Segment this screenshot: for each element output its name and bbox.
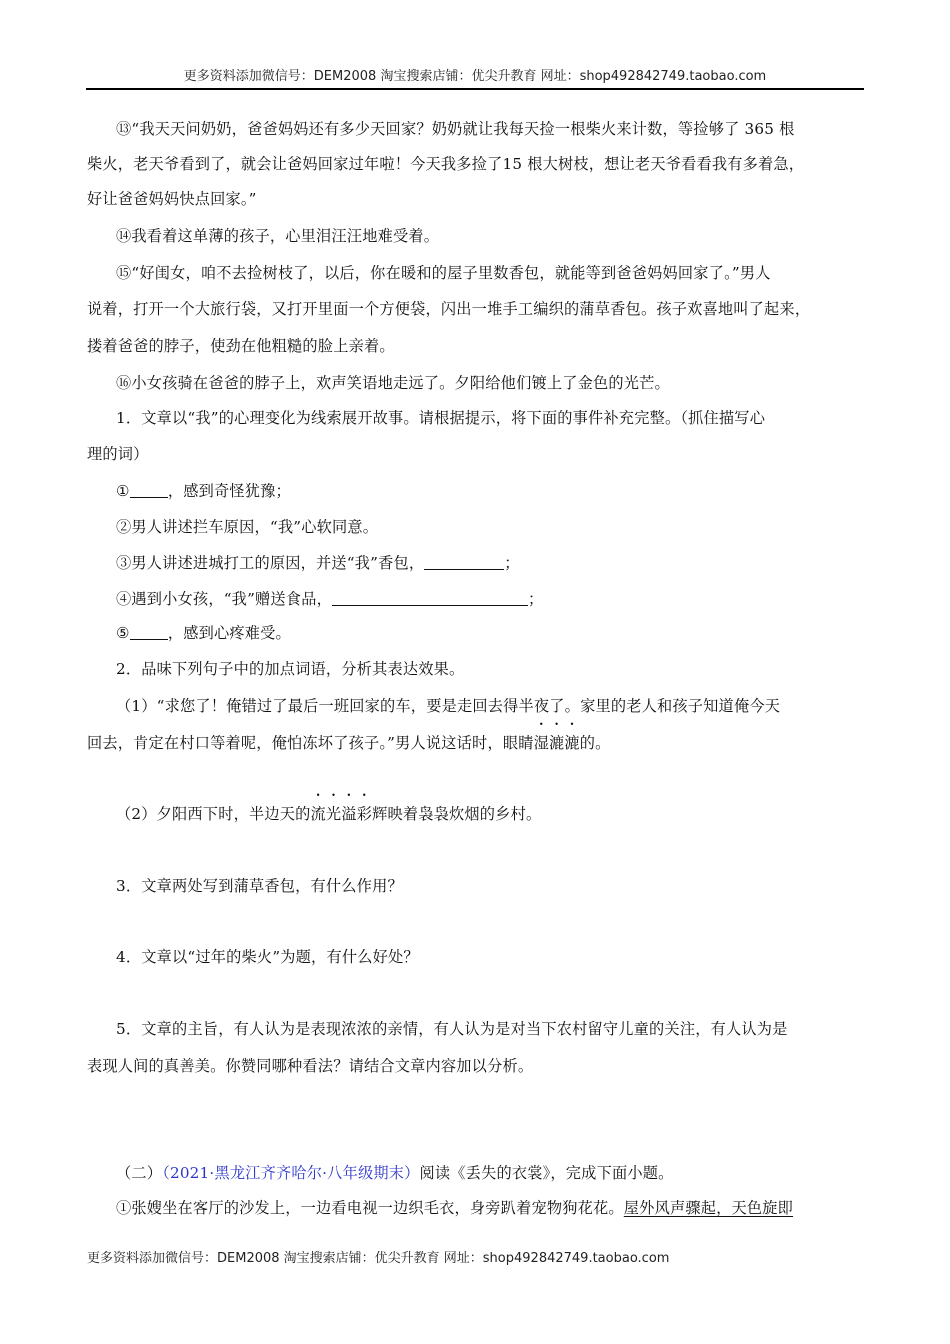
- item-number: ①: [116, 482, 130, 500]
- question-2-sentence-1-line1: （1）“求您了！俺错过了最后一班回家的车，要是走回去得半夜了。家里的老人和孩子知道俺今天: [116, 697, 781, 715]
- question-2-sentence-1-line2: [87, 732, 611, 754]
- item-text: ④遇到小女孩，“我”赠送食品，: [116, 590, 332, 608]
- dotted-char: 彩: [356, 805, 373, 823]
- question-5-line1: 5．文章的主旨，有人认为是表现浓浓的亲情，有人认为是对当下农村留守儿童的关注，有人认为是: [116, 1020, 788, 1038]
- item-number: ⑤: [116, 624, 130, 642]
- item-text: ，感到奇怪犹豫；: [167, 482, 291, 500]
- question-1-line1: 1．文章以“我”的心理变化为线索展开故事。请根据提示，将下面的事件补充完整。（抓住描写心: [116, 409, 766, 427]
- question-1-item-5: [116, 622, 291, 644]
- answer-blank-3[interactable]: [424, 555, 504, 570]
- question-1-item-1: [116, 480, 291, 502]
- question-1-item-2: ②男人讲述拦车原因，“我”心软同意。: [116, 518, 379, 536]
- item-punct: ；: [527, 590, 544, 608]
- sentence-text: 的。: [579, 734, 611, 752]
- paragraph-text: ①张嫂坐在客厅的沙发上，一边看电视一边织毛衣，身旁趴着宠物狗花花。: [116, 1199, 624, 1217]
- passage-p13-line1: ⑬“我天天问奶奶，爸爸妈妈还有多少天回家？奶奶就让我每天捡一根柴火来计数，等捡够了 365 根: [116, 120, 795, 138]
- sentence-text: 辉映着袅袅炊烟的乡村。: [372, 805, 542, 823]
- question-3: 3．文章两处写到蒲草香包，有什么作用？: [116, 877, 403, 895]
- answer-blank-5[interactable]: [130, 625, 168, 640]
- passage-p13-line2: 柴火，老天爷看到了，就会让爸妈回家过年啦！今天我多捡了15 根大树枝，想让老天爷看看我有多着急，: [87, 155, 805, 173]
- header-divider: [86, 88, 864, 90]
- question-1-line2: 理的词）: [87, 445, 149, 463]
- dotted-char: 湿: [533, 734, 549, 752]
- question-1-item-4: [116, 588, 543, 610]
- question-1-item-3: [116, 552, 520, 574]
- dotted-char: 溢: [341, 805, 357, 823]
- dotted-char: 流: [310, 805, 326, 823]
- answer-blank-4[interactable]: [332, 591, 528, 606]
- page-header: 更多资料添加微信号：DEM2008 淘宝搜索店铺：优尖升教育 网址：shop492842749.taobao.com: [183, 69, 767, 84]
- question-5-line2: 表现人间的真善美。你赞同哪种看法？请结合文章内容加以分析。: [87, 1057, 534, 1075]
- item-text: ③男人讲述进城打工的原因，并送“我”香包，: [116, 554, 425, 572]
- question-4: 4．文章以“过年的柴火”为题，有什么好处？: [116, 948, 419, 966]
- passage-p15-line1: ⑮“好闺女，咱不去捡树枝了，以后，你在暖和的屋子里数香包，就能等到爸爸妈妈回家了。”男人: [116, 264, 771, 282]
- dotted-char: 漉: [549, 734, 565, 752]
- section-instruction: 阅读《丢失的衣裳》，完成下面小题。: [419, 1164, 674, 1182]
- section-label: （二）: [116, 1164, 163, 1182]
- section-2-heading: [116, 1162, 674, 1184]
- item-text: ，感到心疼难受。: [167, 624, 291, 642]
- sentence-text: （2）夕阳西下时，半边天的: [116, 805, 311, 823]
- answer-blank-1[interactable]: [130, 483, 168, 498]
- question-2-sentence-2: [116, 803, 541, 825]
- item-punct: ；: [504, 554, 520, 572]
- passage-p14: ⑭我看着这单薄的孩子，心里泪汪汪地难受着。: [116, 227, 440, 245]
- dotted-char: 光: [325, 805, 342, 823]
- passage-p15-line3: 搂着爸爸的脖子，使劲在他粗糙的脸上亲着。: [87, 337, 395, 355]
- passage-p13-line3: 好让爸爸妈妈快点回家。”: [87, 190, 257, 208]
- underlined-text: 屋外风声骤起，天色旋即: [623, 1199, 794, 1217]
- passage-p15-line2: 说着，打开一个大旅行袋，又打开里面一个方便袋，闪出一堆手工编织的蒲草香包。孩子欢喜地叫了起来，: [87, 300, 811, 318]
- sentence-text: 回去，肯定在村口等着呢，俺怕冻坏了孩子。”男人说这话时，眼睛: [87, 734, 534, 752]
- source-link[interactable]: （2021·黑龙江齐齐哈尔·八年级期末）: [162, 1164, 420, 1182]
- dotted-char: 漉: [564, 734, 580, 752]
- page-footer: 更多资料添加微信号：DEM2008 淘宝搜索店铺：优尖升教育 网址：shop492842749.taobao.com: [87, 1251, 670, 1266]
- question-2-title: 2．品味下列句子中的加点词语，分析其表达效果。: [116, 660, 465, 678]
- section-2-paragraph-1: [116, 1197, 793, 1219]
- passage-p16: ⑯小女孩骑在爸爸的脖子上，欢声笑语地走远了。夕阳给他们镀上了金色的光芒。: [116, 374, 670, 392]
